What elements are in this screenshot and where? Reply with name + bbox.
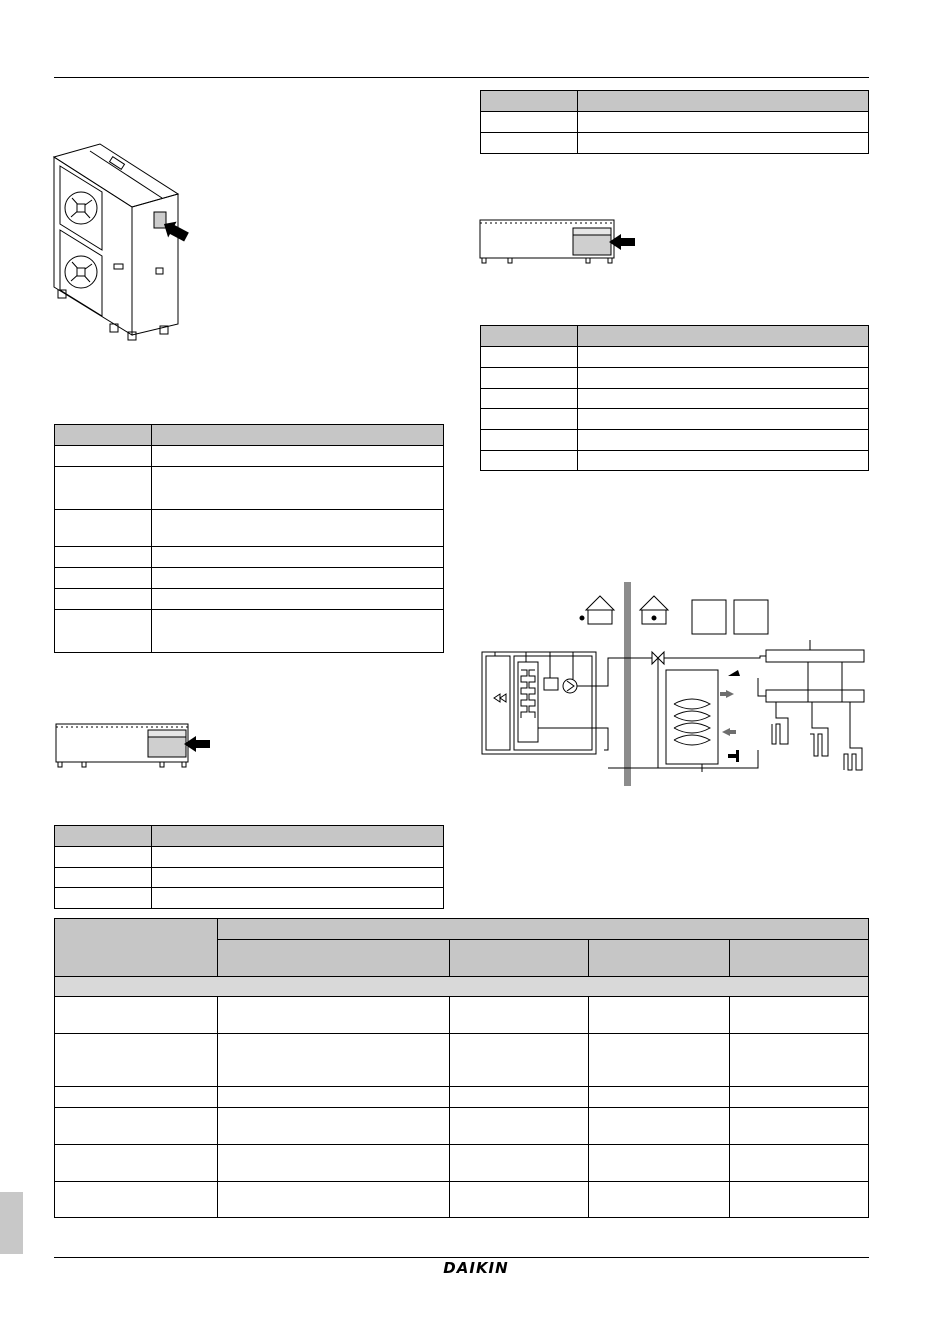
table-row bbox=[55, 1108, 869, 1145]
table-row bbox=[55, 547, 444, 568]
table-row bbox=[481, 368, 869, 389]
table-row bbox=[55, 1182, 869, 1218]
table-header-cell bbox=[589, 940, 730, 977]
table-header-cell bbox=[55, 919, 218, 977]
table-row bbox=[55, 510, 444, 547]
table-row bbox=[481, 430, 869, 451]
table-header-cell bbox=[481, 326, 578, 347]
left-spec-table-2 bbox=[54, 825, 444, 909]
table-row bbox=[481, 133, 869, 154]
right-spec-table-1 bbox=[480, 90, 869, 154]
table-row bbox=[55, 1087, 869, 1108]
table-header-cell bbox=[55, 425, 152, 446]
table-row bbox=[55, 868, 444, 888]
table-row bbox=[55, 446, 444, 467]
table-row bbox=[55, 847, 444, 868]
table-row bbox=[481, 112, 869, 133]
table-row bbox=[55, 568, 444, 589]
side-tab bbox=[0, 1192, 23, 1254]
table-row bbox=[481, 389, 869, 409]
table-header-cell bbox=[578, 326, 869, 347]
daikin-logo: DAIKIN bbox=[443, 1259, 509, 1277]
footer-rule bbox=[54, 1257, 869, 1258]
table-row bbox=[55, 1034, 869, 1087]
table-row bbox=[481, 409, 869, 430]
table-row bbox=[481, 451, 869, 471]
table-header-cell bbox=[152, 425, 444, 446]
table-header-cell bbox=[450, 940, 589, 977]
table-header-cell bbox=[152, 826, 444, 847]
table-row bbox=[55, 610, 444, 653]
table-header-cell bbox=[578, 91, 869, 112]
left-spec-table-1 bbox=[54, 424, 444, 653]
table-section-band bbox=[55, 977, 869, 997]
table-header-cell bbox=[55, 826, 152, 847]
table-row bbox=[481, 347, 869, 368]
table-row bbox=[55, 1145, 869, 1182]
table-header-cell bbox=[218, 940, 450, 977]
table-row bbox=[55, 589, 444, 610]
bottom-spec-table bbox=[54, 918, 869, 1218]
table-row bbox=[55, 997, 869, 1034]
unit-side-view-icon bbox=[478, 214, 648, 266]
table-header-cell bbox=[218, 919, 869, 940]
header-rule bbox=[54, 77, 869, 78]
heat-pump-system-diagram-icon bbox=[478, 578, 870, 790]
right-spec-table-2 bbox=[480, 325, 869, 471]
table-row bbox=[55, 467, 444, 510]
table-header-cell bbox=[481, 91, 578, 112]
table-header-cell bbox=[730, 940, 869, 977]
unit-side-view-icon bbox=[54, 718, 224, 770]
table-row bbox=[55, 888, 444, 909]
outdoor-unit-front-icon bbox=[50, 140, 220, 350]
